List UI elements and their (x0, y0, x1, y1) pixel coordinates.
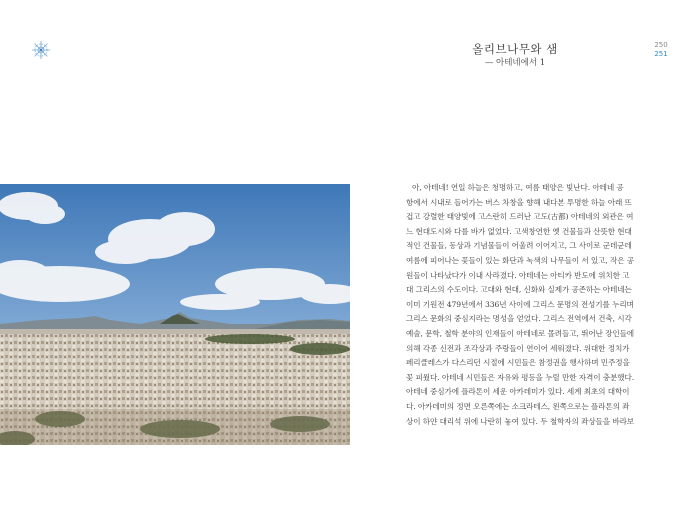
body-line: 의해 각종 신전과 조각상과 주랑들이 연이어 세워졌다. 위대한 정치가 (406, 343, 630, 353)
chapter-title: 올리브나무와 샘 (472, 42, 558, 56)
body-line: 다. 아카데미의 정면 오른쪽에는 소크라테스, 왼쪽으로는 플라톤의 좌 (406, 401, 630, 411)
page-number-left: 250 (654, 41, 668, 49)
logo-icon (31, 40, 51, 60)
body-line: 이미 기원전 479년에서 336년 사이에 그리스 문명의 전성기를 누리며 (406, 299, 634, 309)
body-line: 여름에 피어나는 꽃들이 있는 화단과 녹색의 나무들이 서 있고, 작은 공 (406, 255, 635, 265)
body-line: 그리스 문화의 중심지라는 명성을 얻었다. 그리스 전역에서 건축, 시각 (406, 314, 632, 324)
body-line: 느 현대도시와 다를 바가 없었다. 고색창연한 옛 건물들과 산뜻한 현대 (406, 226, 632, 236)
body-line: 아, 아테네! 연일 하늘은 청명하고, 여름 태양은 빛난다. 아테네 공 (412, 183, 624, 192)
body-text (406, 181, 639, 429)
body-line: 페리클레스가 다스리던 시절에 시민들은 참정권을 행사하며 민주정을 (406, 358, 630, 368)
body-line: 대 그리스의 수도이다. 고대와 현대, 신화와 실제가 공존하는 아테네는 (406, 285, 632, 295)
body-line: 항에서 시내로 들어가는 버스 차창을 향해 내다본 투명한 하늘 아래 뜨 (406, 197, 632, 207)
body-line: 꽃 피웠다. 아테네 시민들은 자유와 평등을 누릴 만한 자격이 충분했다. (406, 372, 635, 382)
body-line: 원들이 나타났다가 이내 사라졌다. 아테네는 아티카 반도에 위치한 고 (406, 270, 630, 280)
body-line: 상이 하얀 대리석 위에 나란히 놓여 있다. 두 철학자의 좌상들을 바라보 (406, 416, 635, 426)
body-line: 아테네 중심가에 플라톤이 세운 아카데미가 있다. 세계 최초의 대학이 (406, 387, 630, 397)
athens-city-photo (0, 184, 350, 445)
chapter-subtitle: — 아테네에서 1 (484, 58, 546, 68)
body-line: 예술, 문학, 철학 분야의 인재들이 아테네로 몰려들고, 뛰어난 장인들에 (406, 328, 635, 338)
page-number-right: 251 (654, 50, 668, 58)
body-line: 겁고 강렬한 태양빛에 고스란히 드러난 고도(古都) 아테네의 외관은 여 (406, 212, 634, 222)
body-line: 적인 건물들, 동상과 기념물들이 어울려 이어지고, 그 사이로 군데군데 (406, 241, 632, 251)
